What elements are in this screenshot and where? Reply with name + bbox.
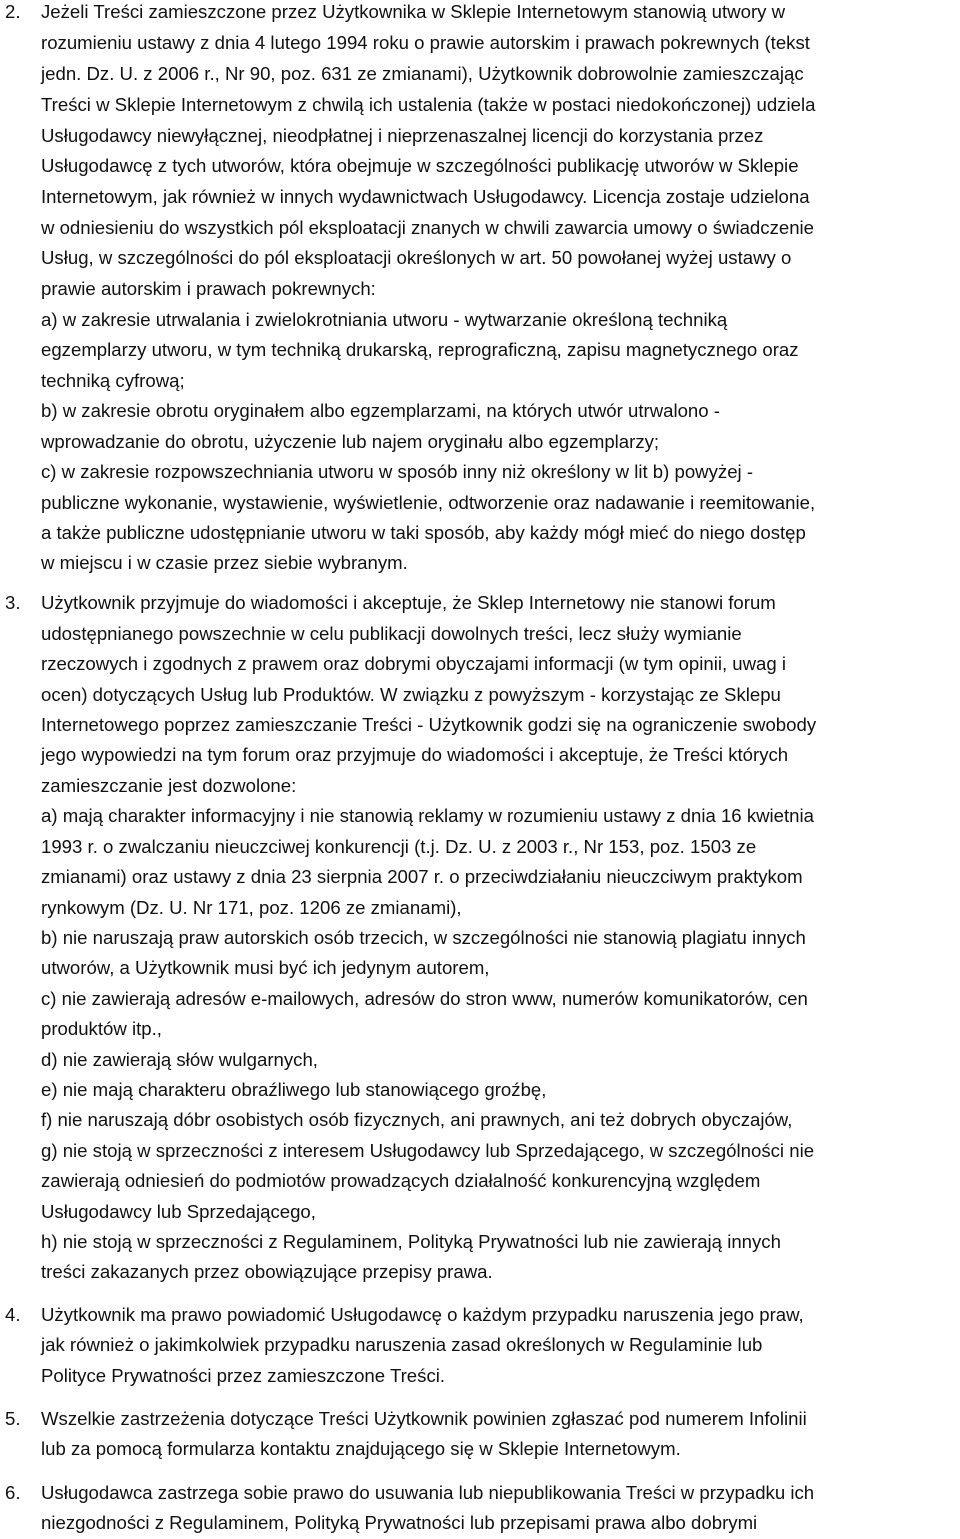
- section-2-line-9: Usług, w szczególności do pól eksploatacji określonych w art. 50 powołanej wyżej ustawy o: [41, 247, 792, 268]
- section-2-line-5: Usługodawcy niewyłącznej, nieodpłatnej i nieprzenaszalnej licencji do korzystania przez: [41, 125, 764, 146]
- section-5-line-2: lub za pomocą formularza kontaktu znajdującego się w Sklepie Internetowym.: [41, 1438, 681, 1459]
- section-2-line-14: b) w zakresie obrotu oryginałem albo egzemplarzami, na których utwór utrwalono -: [41, 400, 720, 421]
- section-2-line-10: prawie autorskim i prawach pokrewnych:: [41, 278, 376, 299]
- section-4-line-3: Polityce Prywatności przez zamieszczone Treści.: [41, 1365, 446, 1386]
- section-3-line-21: Usługodawcy lub Sprzedającego,: [41, 1201, 316, 1222]
- section-3-line-5: Internetowego poprzez zamieszczanie Treści - Użytkownik godzi się na ograniczenie swobody: [41, 714, 817, 735]
- section-3-line-3: rzeczowych i zgodnych z prawem oraz dobrymi obyczajami informacji (w tym opinii, uwag i: [41, 653, 787, 674]
- section-3-line-17: e) nie mają charakteru obraźliwego lub stanowiącego groźbę,: [41, 1079, 547, 1100]
- section-6-number: 6.: [5, 1482, 21, 1503]
- section-3-line-6: jego wypowiedzi na tym forum oraz przyjmuje do wiadomości i akceptuje, że Treści których: [41, 744, 789, 765]
- section-3-number: 3.: [5, 592, 21, 613]
- section-5-number: 5.: [5, 1408, 21, 1429]
- section-2-line-19: w miejscu i w czasie przez siebie wybranym.: [41, 552, 408, 573]
- section-6-line-1: Usługodawca zastrzega sobie prawo do usuwania lub niepublikowania Treści w przypadku ich: [41, 1482, 815, 1503]
- section-2-line-6: Usługodawcę z tych utworów, która obejmuje w szczególności publikację utworów w Sklepie: [41, 155, 799, 176]
- section-3-line-8: a) mają charakter informacyjny i nie stanowią reklamy w rozumieniu ustawy z dnia 16 kwietnia: [41, 805, 814, 826]
- section-2-line-7: Internetowym, jak również w innych wydawnictwach Usługodawcy. Licencja zostaje udzielona: [41, 186, 810, 207]
- section-2-line-1: Jeżeli Treści zamieszczone przez Użytkownika w Sklepie Internetowym stanowią utwory w: [41, 1, 786, 22]
- section-4-line-2: jak również o jakimkolwiek przypadku naruszenia zasad określonych w Regulaminie lub: [41, 1334, 763, 1355]
- section-6-line-2: niezgodności z Regulaminem, Polityką Prywatności lub przepisami prawa albo dobrymi: [41, 1512, 758, 1533]
- section-2-line-3: jedn. Dz. U. z 2006 r., Nr 90, poz. 631 ze zmianami), Użytkownik dobrowolnie zamieszczając: [41, 63, 804, 84]
- section-2-number: 2.: [5, 1, 21, 22]
- section-3-line-7: zamieszczanie jest dozwolone:: [41, 775, 297, 796]
- section-2-line-11: a) w zakresie utrwalania i zwielokrotniania utworu - wytwarzanie określoną techniką: [41, 309, 728, 330]
- section-3-line-12: b) nie naruszają praw autorskich osób trzecich, w szczególności nie stanowią plagiatu innych: [41, 927, 806, 948]
- section-3-line-16: d) nie zawierają słów wulgarnych,: [41, 1049, 318, 1070]
- section-4-number: 4.: [5, 1304, 21, 1325]
- section-3-line-4: ocen) dotyczących Usług lub Produktów. W związku z powyższym - korzystając ze Sklepu: [41, 684, 781, 705]
- section-2-line-8: w odniesieniu do wszystkich pól eksploatacji znanych w chwili zawarcia umowy o świadczenie: [41, 217, 815, 238]
- section-2-line-12: egzemplarzy utworu, w tym techniką drukarską, reprograficzną, zapisu magnetycznego oraz: [41, 339, 799, 360]
- section-2-line-17: publiczne wykonanie, wystawienie, wyświetlenie, odtworzenie oraz nadawanie i reemitowanie,: [41, 492, 816, 513]
- section-3-line-19: g) nie stoją w sprzeczności z interesem Usługodawcy lub Sprzedającego, w szczególności nie: [41, 1140, 815, 1161]
- section-3-line-10: zmianami) oraz ustawy z dnia 23 sierpnia 2007 r. o przeciwdziałaniu nieuczciwym praktykom: [41, 866, 803, 887]
- section-3-line-13: utworów, a Użytkownik musi być ich jedynym autorem,: [41, 957, 490, 978]
- section-3-line-23: treści zakazanych przez obowiązujące przepisy prawa.: [41, 1261, 493, 1282]
- section-3-line-15: produktów itp.,: [41, 1018, 162, 1039]
- section-3-line-18: f) nie naruszają dóbr osobistych osób fizycznych, ani prawnych, ani też dobrych obyczajów,: [41, 1109, 793, 1130]
- section-3-line-1: Użytkownik przyjmuje do wiadomości i akceptuje, że Sklep Internetowy nie stanowi forum: [41, 592, 776, 613]
- section-2-line-18: a także publiczne udostępnianie utworu w taki sposób, aby każdy mógł mieć do niego dostęp: [41, 522, 806, 543]
- section-5-line-1: Wszelkie zastrzeżenia dotyczące Treści Użytkownik powinien zgłaszać pod numerem Infolinii: [41, 1408, 807, 1429]
- section-3-line-20: zawierają odniesień do podmiotów prowadzących działalność konkurencyjną względem: [41, 1170, 761, 1191]
- section-2-line-16: c) w zakresie rozpowszechniania utworu w sposób inny niż określony w lit b) powyżej -: [41, 461, 754, 482]
- section-2-line-15: wprowadzanie do obrotu, użyczenie lub najem oryginału albo egzemplarzy;: [41, 431, 660, 452]
- section-3-line-11: rynkowym (Dz. U. Nr 171, poz. 1206 ze zmianami),: [41, 897, 462, 918]
- section-3-line-22: h) nie stoją w sprzeczności z Regulaminem, Polityką Prywatności lub nie zawierają innych: [41, 1231, 781, 1252]
- section-2-line-4: Treści w Sklepie Internetowym z chwilą ich ustalenia (także w postaci niedokończonej) udziela: [41, 94, 816, 115]
- section-2-line-2: rozumieniu ustawy z dnia 4 lutego 1994 roku o prawie autorskim i prawach pokrewnych (tekst: [41, 32, 810, 53]
- section-2-line-13: techniką cyfrową;: [41, 370, 185, 391]
- section-3-line-14: c) nie zawierają adresów e-mailowych, adresów do stron www, numerów komunikatorów, cen: [41, 988, 808, 1009]
- section-3-line-2: udostępnianego powszechnie w celu publikacji dowolnych treści, lecz służy wymianie: [41, 623, 742, 644]
- section-3-line-9: 1993 r. o zwalczaniu nieuczciwej konkurencji (t.j. Dz. U. z 2003 r., Nr 153, poz. 1503 ze: [41, 836, 757, 857]
- section-4-line-1: Użytkownik ma prawo powiadomić Usługodawcę o każdym przypadku naruszenia jego praw,: [41, 1304, 804, 1325]
